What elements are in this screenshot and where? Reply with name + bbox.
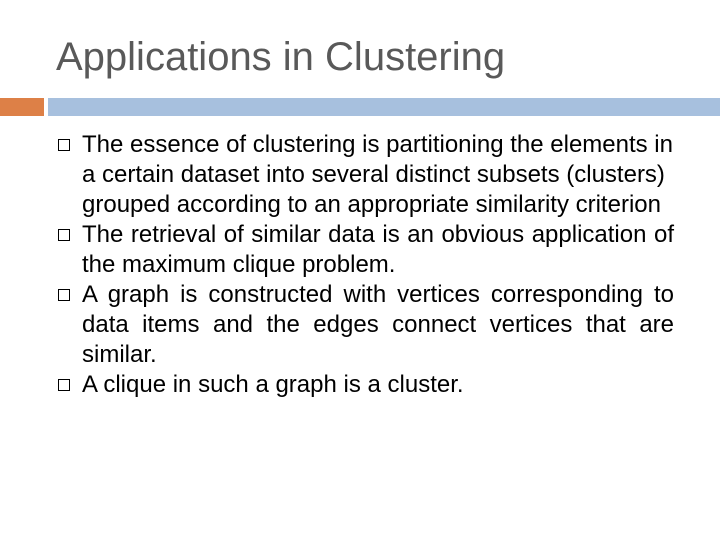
square-bullet-icon: [58, 139, 70, 151]
bullet-text: A graph is constructed with vertices corresponding to data items and the edges connect vertices that are similar.: [82, 281, 674, 368]
square-bullet-icon: [58, 229, 70, 241]
square-bullet-icon: [58, 379, 70, 391]
square-bullet-icon: [58, 289, 70, 301]
title-accent-bar: [0, 98, 44, 116]
bullet-item: [0, 370, 674, 400]
bullet-item: [0, 280, 674, 370]
bullet-list: [0, 130, 720, 400]
bullet-item: [0, 220, 674, 280]
bullet-text: The essence of clustering is partitioning the elements in a certain dataset into several distinct subsets (clusters) grouped according to an appropriate similarity criterion: [82, 131, 673, 218]
bullet-text: A clique in such a graph is a cluster.: [82, 371, 464, 398]
title-divider-bar: [48, 98, 720, 116]
slide-title: Applications in Clustering: [56, 35, 506, 79]
bullet-text: The retrieval of similar data is an obvious application of the maximum clique problem.: [82, 221, 674, 278]
bullet-item: [0, 130, 674, 220]
